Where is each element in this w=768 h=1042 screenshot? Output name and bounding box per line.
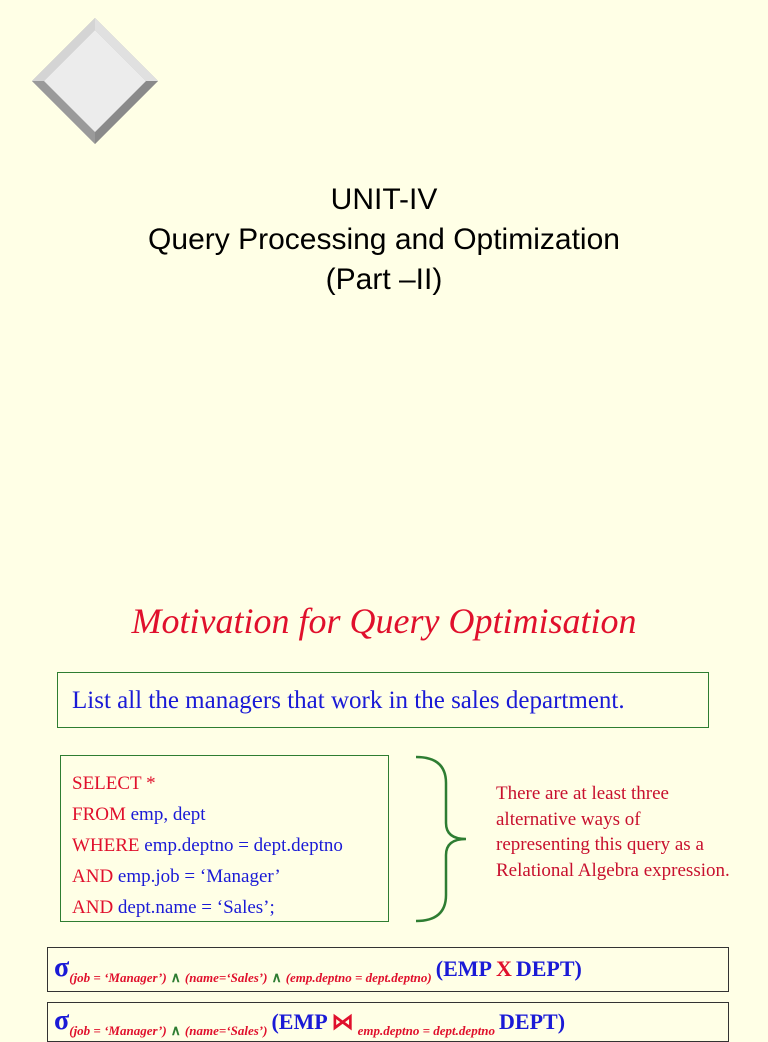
title-line-1: UNIT-IV (330, 183, 438, 216)
title-line-3: (Part –II) (325, 263, 443, 296)
sigma-symbol: σ (54, 1005, 70, 1036)
sql-line: FROM emp, dept (72, 804, 206, 825)
sql-line: WHERE emp.deptno = dept.deptno (72, 835, 343, 856)
question-box: List all the managers that work in the sales department. (57, 672, 709, 728)
note-text: There are at least three alternative ways of representing this query as a Relational Algebra expression. (496, 783, 730, 881)
sigma-symbol: σ (54, 952, 70, 983)
algebra-expression-1: $\sigma_{(job = ‘Manager’)}$ ∧ $_{(name=‘Sales’)}$ ∧ $_{(emp.deptno = dept.deptno)}$ (EMP X DEPT) (47, 947, 729, 992)
sql-line: AND dept.name = ‘Sales’; (72, 897, 275, 918)
diamond-bevel-icon (32, 18, 158, 144)
curly-brace-icon (412, 753, 468, 925)
sql-query-box (60, 755, 389, 922)
algebra-expression-2: $\sigma_{(job = ‘Manager’)}$ ∧ $_{(name=‘Sales’)}$ (EMP ⋈ $_{emp.deptno = dept.deptno}$ DEPT) (47, 1002, 729, 1042)
section-heading: Motivation for Query Optimisation (131, 601, 637, 641)
title-line-2: Query Processing and Optimization (148, 223, 620, 256)
sql-line: SELECT * (72, 773, 156, 794)
title-block (0, 180, 768, 300)
sql-line: AND emp.job = ‘Manager’ (72, 866, 281, 887)
